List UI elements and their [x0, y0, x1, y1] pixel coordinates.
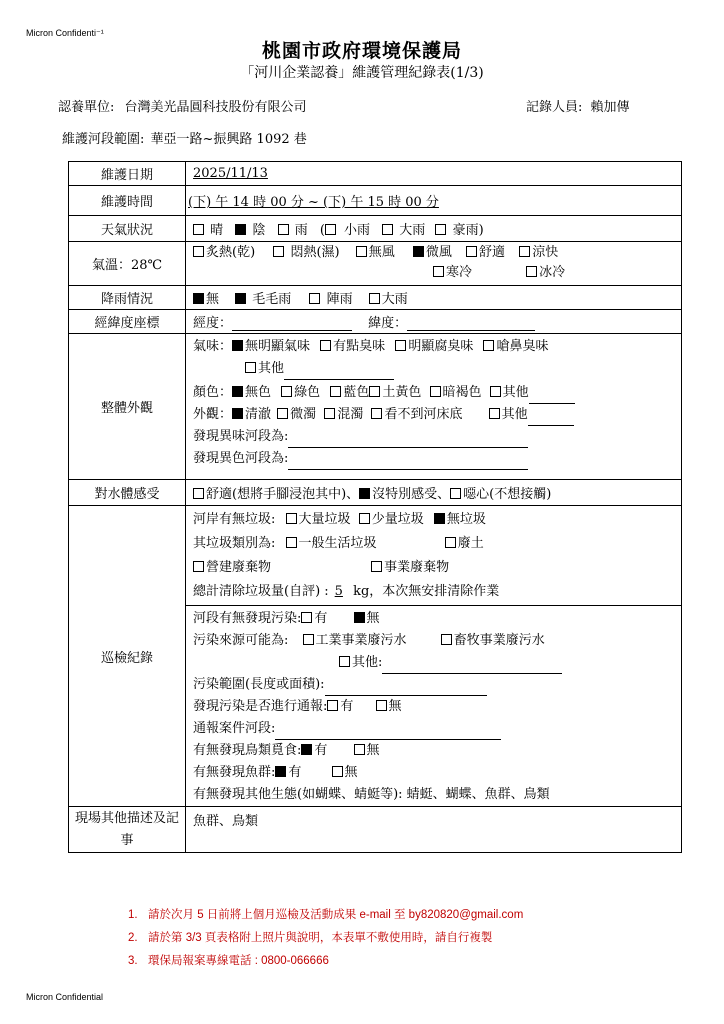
time-row — [69, 186, 682, 216]
latitude-input[interactable] — [407, 313, 535, 331]
checkbox[interactable] — [301, 612, 312, 623]
section-value: 華亞一路~振興路 1092 巷 — [150, 132, 307, 147]
longitude-label: 經度： — [193, 316, 233, 331]
checkbox[interactable] — [245, 362, 256, 373]
notified-section-label: 通報案件河段: — [193, 721, 276, 736]
feeling-comfortable: 舒適(想將手腳浸泡其中)、 — [206, 487, 360, 502]
rainfall-row — [69, 286, 682, 310]
checkbox-checked[interactable] — [193, 293, 204, 304]
appearance-label: 整體外觀 — [69, 334, 186, 480]
coordinates-cell — [186, 310, 682, 334]
checkbox[interactable] — [324, 408, 335, 419]
checkbox[interactable] — [320, 340, 331, 351]
maintenance-record-table — [68, 161, 682, 853]
checkbox[interactable] — [435, 224, 446, 235]
checkbox[interactable] — [273, 246, 284, 257]
look-line: 外觀： 清澈 微濁 混濁 看不到河床底 其他 — [193, 404, 681, 426]
appearance-cell — [186, 334, 682, 480]
checkbox[interactable] — [526, 266, 537, 277]
latitude-label: 緯度： — [368, 316, 408, 331]
checkbox-checked[interactable] — [413, 246, 424, 257]
checkbox[interactable] — [376, 700, 387, 711]
checkbox[interactable] — [309, 293, 320, 304]
look-other-input[interactable] — [528, 408, 574, 426]
checkbox[interactable] — [450, 488, 461, 499]
checkbox[interactable] — [281, 386, 292, 397]
checkbox[interactable] — [395, 340, 406, 351]
confidential-mark-top: Micron Confidenti⁻¹ — [26, 28, 104, 38]
rain-close-paren: ) — [478, 223, 484, 238]
feeling-nothing: 沒特別感受、 — [372, 487, 451, 502]
section-line — [62, 128, 307, 147]
checkbox[interactable] — [489, 408, 500, 419]
checkbox[interactable] — [330, 386, 341, 397]
temperature-label: 氣溫：28℃ — [69, 242, 186, 286]
checkbox-checked[interactable] — [235, 293, 246, 304]
garbage-amount-label: 總計清除垃圾量(自評) : — [193, 584, 329, 599]
checkbox[interactable] — [193, 246, 204, 257]
checkbox[interactable] — [371, 561, 382, 572]
weather-option-rain[interactable]: 雨 — [278, 223, 308, 238]
feeling-label: 對水體感受 — [69, 480, 186, 506]
eco-value[interactable]: 蜻蜓、蝴蝶、魚群、鳥類 — [406, 787, 550, 802]
odor-section-label: 發現異味河段為: — [193, 429, 289, 444]
checkbox[interactable] — [359, 513, 370, 524]
confidential-mark-bottom: Micron Confidential — [26, 992, 104, 1002]
temp-option-scorching[interactable]: 炙熱(乾) — [193, 245, 255, 260]
recorder-line — [526, 96, 630, 115]
pollution-label: 河段有無發現污染: — [193, 611, 302, 626]
checkbox[interactable] — [483, 340, 494, 351]
pollution-other-label: 其他: — [352, 655, 383, 670]
pollution-source-label: 污染來源可能為: — [193, 633, 289, 648]
notes-row — [69, 807, 682, 853]
checkbox-checked[interactable] — [434, 513, 445, 524]
weather-heavy-rain: 大雨 — [399, 223, 426, 238]
date-label: 維護日期 — [69, 162, 186, 186]
notes-cell — [186, 807, 682, 853]
color-label: 顏色： — [193, 385, 233, 400]
temp-option-muggy[interactable]: 悶熱(濕) — [273, 245, 339, 260]
weather-row — [69, 216, 682, 242]
temp-option-comfortable[interactable]: 舒適 — [466, 245, 505, 260]
checkbox[interactable] — [490, 386, 501, 397]
checkbox-checked[interactable] — [354, 612, 365, 623]
time-value[interactable]: (下) 午 14 時 00 分 ~ (下) 午 15 時 00 分 — [188, 195, 439, 210]
look-label: 外觀： — [193, 407, 233, 422]
checkbox[interactable] — [430, 386, 441, 397]
pollution-cell: 河段有無發現污染: 有 無 污染來源可能為: 工業事業廢污水 畜牧事業廢污水 其他: 污染範圍(長度或面積): 發現污染是否進行通報: 有 無 通報案件河段: 有無發現鳥類覓食: 有 無 有無發現魚群: 有 無 有無發現其他生態(如蝴蝶、蜻蜓等): 蜻蜓、蝴蝶、魚群、鳥類 — [186, 606, 682, 807]
coordinates-row — [69, 310, 682, 334]
feeling-disgusting: 噁心(不想接觸) — [463, 487, 552, 502]
rain-option-shower[interactable]: 陣雨 — [309, 292, 352, 307]
checkbox[interactable] — [441, 634, 452, 645]
recorder-value: 賴加傳 — [590, 100, 630, 115]
feeling-cell — [186, 480, 682, 506]
section-label: 維護河段範圍: — [62, 132, 145, 147]
weather-option-sunny[interactable]: 晴 — [193, 223, 223, 238]
pollution-other-input[interactable] — [382, 656, 562, 674]
checkbox[interactable] — [354, 744, 365, 755]
checkbox-checked[interactable] — [301, 744, 312, 755]
rainfall-cell — [186, 286, 682, 310]
odor-label: 氣味： — [193, 339, 233, 354]
footer-note: 2. 請於第 3/3 頁表格附上照片與說明，本表單不敷使用時，請自行複製 — [128, 932, 493, 944]
checkbox[interactable] — [356, 246, 367, 257]
appearance-row — [69, 334, 682, 480]
checkbox[interactable] — [327, 700, 338, 711]
page-subtitle: 「河川企業認養」維護管理紀錄表(1/3) — [240, 65, 484, 81]
checkbox-checked[interactable] — [275, 766, 286, 777]
date-row — [69, 162, 682, 186]
eco-label: 有無發現其他生態(如蝴蝶、蜻蜓等): — [193, 787, 403, 802]
rain-option-heavy[interactable]: 大雨 — [369, 292, 408, 307]
weather-torrential-rain: 豪雨 — [452, 223, 479, 238]
date-value[interactable]: 2025/11/13 — [193, 166, 268, 181]
checkbox[interactable] — [433, 266, 444, 277]
checkbox[interactable] — [445, 537, 456, 548]
checkbox-checked[interactable] — [232, 408, 243, 419]
garbage-label: 河岸有無垃圾: — [193, 512, 276, 527]
checkbox[interactable] — [277, 408, 288, 419]
notes-value[interactable]: 魚群、鳥類 — [193, 814, 259, 829]
footer-note: 3. 環保局報案專線電話 : 0800-066666 — [128, 955, 329, 967]
patrol-garbage-row — [69, 506, 682, 606]
time-label: 維護時間 — [69, 186, 186, 216]
feeling-row — [69, 480, 682, 506]
notes-label: 現場其他描述及記事 — [69, 807, 186, 853]
birds-label: 有無發現鳥類覓食: — [193, 743, 302, 758]
checkbox[interactable] — [371, 408, 382, 419]
checkbox[interactable] — [193, 488, 204, 499]
checkbox[interactable] — [332, 766, 343, 777]
footer-note: 1. 請於次月 5 日前將上個月巡檢及活動成果 e-mail 至 by820820@gmail.com — [128, 909, 524, 921]
garbage-cell: 河岸有無垃圾: 大量垃圾 少量垃圾 無垃圾 其垃圾類別為: 一般生活垃圾 廢土 營建廢棄物 事業廢棄物 總計清除垃圾量(自評) : 5 kg，本次無安排清除作業 — [186, 506, 682, 606]
rain-open-paren: ( — [319, 223, 325, 238]
checkbox[interactable] — [369, 386, 380, 397]
patrol-label: 巡檢紀錄 — [69, 506, 186, 807]
time-cell — [186, 186, 682, 216]
garbage-type-label: 其垃圾類別為: — [193, 536, 276, 551]
rainfall-label: 降雨情況 — [69, 286, 186, 310]
garbage-amount-value[interactable]: 5 — [334, 584, 343, 599]
coordinates-label: 經緯度座標 — [69, 310, 186, 334]
notified-section-input[interactable] — [275, 722, 501, 740]
rain-option-none[interactable]: 無 — [193, 292, 219, 307]
weather-option-cloudy[interactable]: 陰 — [235, 223, 265, 238]
color-section-label: 發現異色河段為: — [193, 451, 289, 466]
checkbox[interactable] — [286, 537, 297, 548]
garbage-amount-tail: kg，本次無安排清除作業 — [353, 584, 500, 599]
recorder-label: 記錄人員: — [526, 100, 583, 115]
temp-option-breeze[interactable]: 微風 — [413, 245, 452, 260]
checkbox-checked[interactable] — [232, 340, 243, 351]
checkbox[interactable] — [286, 513, 297, 524]
odor-other-input[interactable] — [284, 362, 394, 380]
fish-label: 有無發現魚群: — [193, 765, 276, 780]
checkbox-checked[interactable] — [359, 488, 370, 499]
weather-label: 天氣狀況 — [69, 216, 186, 242]
temp-option-freezing[interactable]: 冰冷 — [526, 265, 565, 280]
date-cell — [186, 162, 682, 186]
pollution-range-label: 污染範圍(長度或面積): — [193, 677, 325, 692]
odor-other-line: 其他 — [193, 358, 681, 380]
adopter-value: 台灣美光晶圓科技股份有限公司 — [124, 100, 307, 115]
odor-section-line — [193, 426, 681, 448]
temp-option-cool[interactable]: 涼快 — [519, 245, 558, 260]
weather-cell — [186, 216, 682, 242]
checkbox[interactable] — [466, 246, 477, 257]
rain-option-drizzle[interactable]: 毛毛雨 — [235, 292, 291, 307]
color-other-input[interactable] — [529, 386, 575, 404]
odor-section-input[interactable] — [288, 430, 528, 448]
temp-option-cold[interactable]: 寒冷 — [433, 265, 472, 280]
checkbox[interactable] — [193, 561, 204, 572]
checkbox[interactable] — [278, 224, 289, 235]
color-section-line — [193, 448, 681, 470]
checkbox[interactable] — [369, 293, 380, 304]
adopter-label: 認養單位: — [58, 100, 115, 115]
weather-light-rain: 小雨 — [343, 223, 370, 238]
checkbox-checked[interactable] — [235, 224, 246, 235]
temperature-cell — [186, 242, 682, 286]
adopter-line — [58, 96, 307, 115]
color-section-input[interactable] — [288, 452, 528, 470]
temperature-row — [69, 242, 682, 286]
checkbox[interactable] — [303, 634, 314, 645]
checkbox-checked[interactable] — [232, 386, 243, 397]
checkbox[interactable] — [325, 224, 336, 235]
checkbox[interactable] — [382, 224, 393, 235]
checkbox[interactable] — [339, 656, 350, 667]
odor-line: 氣味： 無明顯氣味 有點臭味 明顯腐臭味 嗆鼻臭味 — [193, 339, 549, 354]
color-line: 顏色： 無色 綠色 藍色 土黃色 暗褐色 其他 — [193, 382, 681, 404]
temp-option-no-wind[interactable]: 無風 — [356, 245, 395, 260]
pollution-notified-label: 發現污染是否進行通報: — [193, 699, 328, 714]
checkbox[interactable] — [519, 246, 530, 257]
longitude-input[interactable] — [232, 313, 352, 331]
pollution-range-input[interactable] — [325, 678, 487, 696]
footer-notes — [128, 904, 523, 973]
page-title: 桃園市政府環境保護局 — [261, 40, 462, 62]
checkbox[interactable] — [193, 224, 204, 235]
